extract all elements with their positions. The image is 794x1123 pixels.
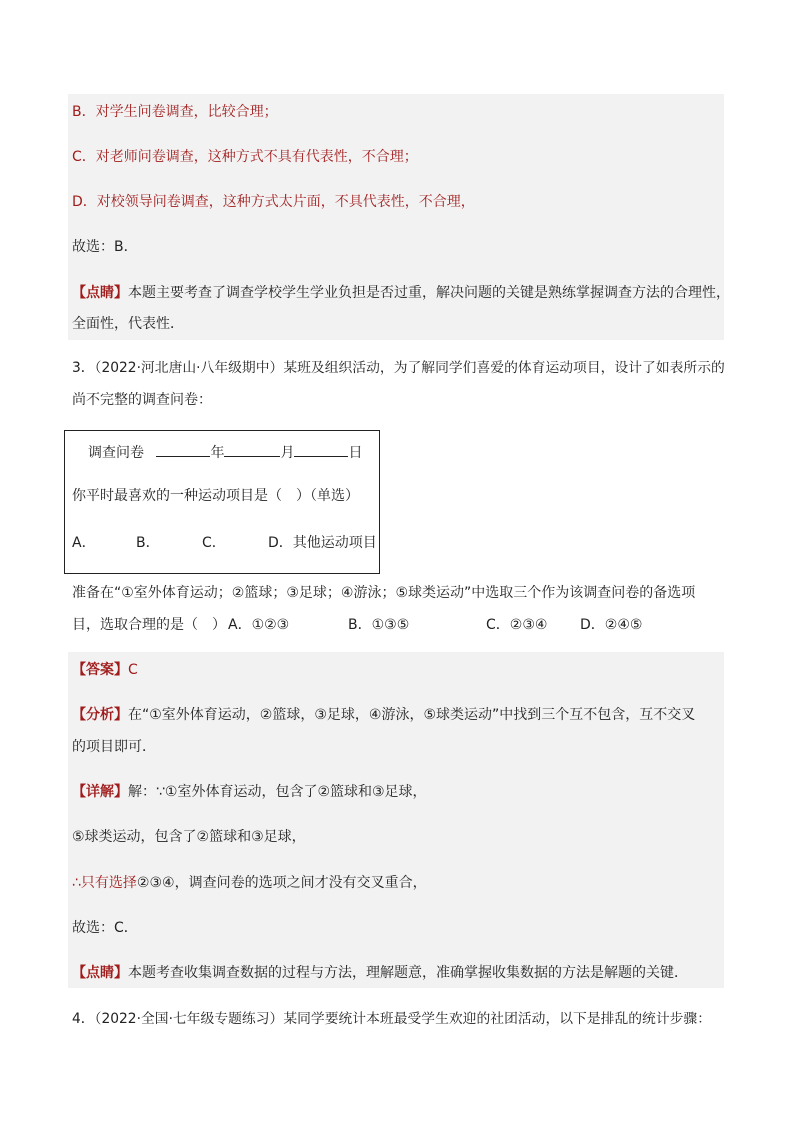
year-blank: [156, 442, 210, 457]
survey-option-a: A．: [72, 535, 96, 551]
question4-stem: 4．（2022·全国·七年级专题练习）某同学要统计本班最受学生欢迎的社团活动，以下是排乱的统计步骤：: [72, 1011, 712, 1027]
detail-line3: [72, 873, 427, 893]
answer-option-d: D．②④⑤: [580, 617, 643, 633]
survey-date-line: [88, 442, 362, 463]
survey-option-c: C．: [202, 535, 226, 551]
answer-line: [72, 660, 138, 680]
answer-option-b: B．①③⑤: [348, 617, 410, 633]
survey-option-b: B．: [136, 535, 160, 551]
survey-question: 你平时最喜欢的一种运动项目是（ ）（单选）: [72, 488, 359, 504]
solution-block-q3: [68, 652, 724, 988]
comment-tag-q3: 【点睛】: [72, 965, 128, 981]
solution-line-d: D．对校领导问卷调查，这种方式太片面，不具代表性，不合理，: [72, 194, 475, 210]
survey-title: 调查问卷: [88, 445, 144, 461]
month-label: 月: [280, 445, 295, 461]
solution-block-q2: [68, 94, 724, 340]
answer-tag: 【答案】: [72, 662, 128, 678]
analysis-tag: 【分析】: [72, 707, 128, 723]
question3-stem-line2: 尚不完整的调查问卷：: [72, 392, 212, 408]
detail-line2: ⑤球类运动，包含了②篮球和③足球，: [72, 829, 306, 845]
comment-tag: 【点睛】: [72, 285, 128, 301]
year-label: 年: [210, 445, 225, 461]
solution-line-b: B．对学生问卷调查，比较合理；: [72, 104, 278, 120]
month-blank: [224, 442, 280, 457]
detail-tag: 【详解】: [72, 784, 128, 800]
detail-conclusion: ②③④，调查问卷的选项之间才没有交叉重合，: [136, 875, 427, 891]
solution-line-c: C．对老师问卷调查，这种方式不具有代表性，不合理；: [72, 149, 418, 165]
answer-option-a: A．①②③: [228, 617, 290, 633]
answer-option-c: C．②③④: [486, 617, 548, 633]
comment-text: 本题主要考查了调查学校学生学业负担是否过重，解决问题的关键是熟练掌握调查方法的合理性，: [128, 285, 730, 301]
answer-value: C: [128, 662, 138, 678]
analysis-cont: 的项目即可．: [72, 739, 156, 755]
question3-after-line1: 准备在“①室外体育运动；②篮球；③足球；④游泳；⑤球类运动”中选取三个作为该调查问卷的备选项: [72, 585, 696, 601]
day-label: 日: [348, 445, 363, 461]
survey-option-d: D．其他运动项目: [268, 535, 377, 551]
detail-conclusion-prefix: ∴只有选择: [72, 875, 137, 891]
analysis-line: [72, 705, 695, 725]
solution3-choice: 故选：C．: [72, 920, 138, 936]
day-blank: [294, 442, 348, 457]
solution-choice: 故选：B．: [72, 239, 138, 255]
analysis-text: 在“①室外体育运动，②篮球，③足球，④游泳，⑤球类运动”中找到三个互不包含，互不交叉: [128, 707, 696, 723]
solution-comment: [72, 283, 730, 303]
detail-line1: [72, 782, 427, 802]
comment-text-q3: 本题考查收集调查数据的过程与方法，理解题意，准确掌握收集数据的方法是解题的关键．: [128, 965, 688, 981]
question3-after-line2: 目，选取合理的是（ ）: [72, 617, 226, 633]
solution3-comment: [72, 963, 688, 983]
question3-stem-line1: 3．（2022·河北唐山·八年级期中）某班及组织活动，为了解同学们喜爱的体育运动项目，设计了如表所示的: [72, 360, 725, 376]
solution-comment-cont: 全面性，代表性．: [72, 316, 184, 332]
detail-text: 解：∵①室外体育运动，包含了②篮球和③足球，: [128, 784, 427, 800]
